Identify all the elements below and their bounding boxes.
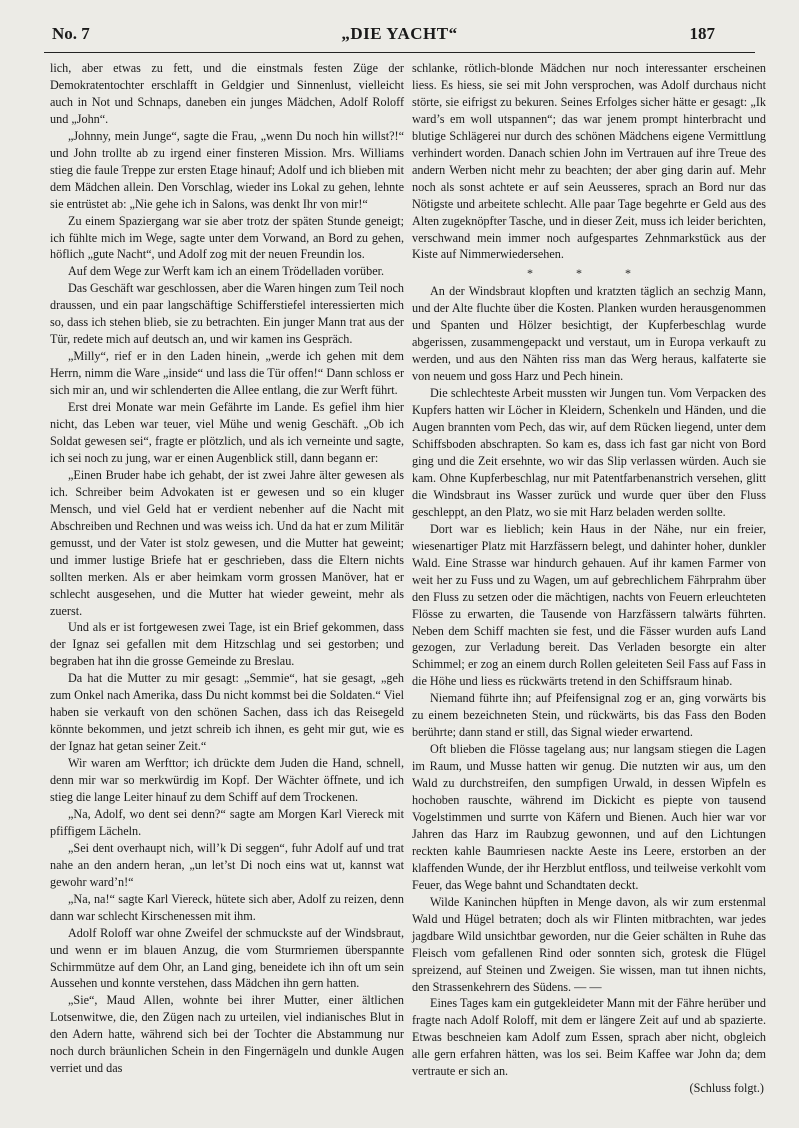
issue-number: No. 7 <box>52 24 90 43</box>
paragraph: „Sie“, Maud Allen, wohnte bei ihrer Mutter, einer ältlichen Lotsenwitwe, die, den Zügen nach zu urteilen, viel indianisches Blut in den Adern hatte, während sich bei der Tochter die Abstammung nur noch durch bräunlichen Schein in den Fingernägeln und dunkle Augen verriet und das <box>50 993 404 1076</box>
paragraph: Dort war es lieblich; kein Haus in der Nähe, nur ein freier, wiesenartiger Platz mit Harzfässern belegt, und dahinter hoher, dunkler Wald. Eine Strasse war hindurch gehauen. Auf ihr kamen Farmer von weit her zu Fuss und zu Wagen, um auf gebrechlichem Fährprahm über den Fluss zu setzen oder die mächtigen, nachts von Feuern erleuchteten Flösse zu erwarten, die Tausende von Harzfässern talwärts führten. Neben dem Schiff machten sie fest, und die Fässer wurden aufs Land gezogen, zur Verladung bereit. Das Verladen besorgte ein alter Schimmel; er zog an einem durch Rollen geleiteten Seil Fass auf Fass in die Höhe und liess es rückwärts tretend in den Schiffsraum hinab. <box>412 521 766 689</box>
paragraph: Das Geschäft war geschlossen, aber die Waren hingen zum Teil noch draussen, und ein paar langschäftige Schifferstiefel interessierten mich so, dass ich stehen blieb, sie zu betrachten. Ein junger Mann trat aus der Tür, redete mich auf deutsch an, und wir kamen ins Gespräch. <box>50 281 404 347</box>
paragraph: Auf dem Wege zur Werft kam ich an einem Trödelladen vorüber. <box>68 264 385 279</box>
paragraph: „Einen Bruder habe ich gehabt, der ist zwei Jahre älter gewesen als ich. Schreiber beim Advokaten ist er gewesen und so ein kluger Mensch, und viel Geld hat er verdient nebenher auf die Nacht mit Abschreiben und Rechnen und was weiss ich. Und da hat er zum Militär gemusst, und der Vater ist stolz gewesen, und die Mutter hat geweint; und immer lustige Briefe hat er geschrieben, dass die Eltern nichts sollten merken. Als er aber heimkam vorm grossen Manöver, hat er schlecht ausgesehen, und die Mutter hat wieder geweint, mehr als zuerst. <box>50 467 404 618</box>
magazine-title: „DIE YACHT“ <box>341 24 458 43</box>
right-column <box>412 60 766 1097</box>
paragraph: Oft blieben die Flösse tagelang aus; nur langsam stiegen die Lagen im Raum, und Musse hatten wir genug. Die nutzten wir aus, um den Wald zu durchstreifen, den sumpfigen Urwald, in dessen Wipfeln es hochoben rauschte, während im Dickicht es piepte von tausend Vogelstimmen und surrte von Käfern und Bienen. Auch hier war vor Jahren das Harz im Raubzug gewonnen, und auf den Lichtungen reckten kahle Baumriesen nackte Aeste ins Leere, erstorben an der klaffenden Wunde, der ihr Herzblut entfloss, und teilweise verkohlt vom Feuer, das Wege bahnt und Schandtaten deckt. <box>412 742 766 892</box>
paragraph: „Na, na!“ sagte Karl Viereck, hütete sich aber, Adolf zu reizen, denn dann war schlecht Kirschenessen mit ihm. <box>50 891 404 923</box>
section-divider-stars: * * * <box>527 266 651 281</box>
left-column <box>50 60 404 1077</box>
paragraph: Zu einem Spaziergang war sie aber trotz der späten Stunde geneigt; ich fühlte mich im Wege, sagte unter dem Vorwand, an Bord zu gehen, höflich „gute Nacht“, und Adolf zog mit der neuen Freundin los. <box>50 213 404 262</box>
paragraph: lich, aber etwas zu fett, und die einstmals festen Züge der Demokratentochter erschlafft in Geldgier und Sinnenlust, vielleicht auch in Not und Schnaps, daneben ein junges Mädchen, Adolf Roloff und „John“. <box>50 61 404 126</box>
header-rule <box>44 52 755 53</box>
paragraph: Adolf Roloff war ohne Zweifel der schmuckste auf der Windsbraut, und wenn er im blauen Anzug, die vom Sturmriemen überspannte Schirmmütze auf dem Ohr, an Land ging, beneidete ich ihn oft um sein Aussehen und konnte verstehen, dass Mädchen ihn gern hatten. <box>50 925 404 991</box>
to-be-continued-note: (Schluss folgt.) <box>689 1081 764 1096</box>
paragraph: „Sei dent overhaupt nich, will’k Di seggen“, fuhr Adolf auf und trat nahe an den andern heran, „un let’st Di noch eins wat ut, kannst wat gewohr ward’n!“ <box>50 840 404 889</box>
paragraph: Und als er ist fortgewesen zwei Tage, ist ein Brief gekommen, dass der Ignaz sei gefallen mit dem Hitzschlag und sei gestorben; und begraben hat ihn die grosse Gemeinde zu Breslau. <box>50 620 404 669</box>
paragraph: Wilde Kaninchen hüpften in Menge davon, als wir zum erstenmal Wald und Hügel betraten; doch als wir Flinten mitbrachten, war jedes jagdbare Wild unsichtbar geworden, nur die Geier schälten in Ruhe das Fleisch vom gefallenen Rind oder sonnten sich, grotesk die Flügel spreizend, auf Steinen und Zweigen. Sie wissen, man tut ihnen nichts, den Strassenkehrern des Südens. — — <box>412 894 766 994</box>
paragraph: Niemand führte ihn; auf Pfeifensignal zog er an, ging vorwärts bis zu einem bezeichneten Stein, und rückwärts, bis das Fass den Boden berührte; dann stand er still, das Signal wieder erwartend. <box>412 691 766 740</box>
paragraph: „Johnny, mein Junge“, sagte die Frau, „wenn Du noch hin willst?!“ und John trollte ab zu irgend einer finsteren Mission. Mrs. Williams stieg die faule Treppe zur ersten Etage hinauf; Adolf und ich blieben mit dem Mädchen allein. Den Vorschlag, wieder ins Lokal zu gehen, lehnte sie entrüstet ab: „Nie gehe ich in Salons, was denkt Ihr von mir!“ <box>50 128 404 211</box>
paragraph: Erst drei Monate war mein Gefährte im Lande. Es gefiel ihm hier nicht, das Leben war teuer, viel Mühe und wenig Geschäft. „Ob ich Soldat gewesen sei“, fragte er plötzlich, und als ich verneinte und sagte, ich sei noch zu jung, war er einen Augenblick still, dann begann er: <box>50 400 404 465</box>
paragraph: schlanke, rötlich-blonde Mädchen nur noch interessanter erscheinen liess. Es hiess, sie sei mit John versprochen, was Adolf durchaus nicht störte, sie eifrigst zu bekuren. Seines Erfolges sicher hätte er gesagt: „Ik ward’s em woll utspannen“; das war jenem prompt hinterbracht und blutige Schlägerei nur durch des schönen Mädchens eigene Vermittlung verhindert worden. Danach schien John im Vertrauen auf ihre Treue des andern Werben nicht mehr zu beachten; der aber ging darin auf. Mehr noch als sonst achtete er auf sein Aeusseres, sprach an Bord nur das Nötigste und arbeitete schlecht. Alle paar Tage begehrte er Geld aus des Alten zugeknöpfter Tasche, und in dieser Zeit, muss ich leider berichten, verschwand mein immer noch aufgespartes Zehnmarkstück aus der Kiste auf Nimmerwiedersehen. <box>412 61 766 262</box>
paragraph: Wir waren am Werfttor; ich drückte dem Juden die Hand, schnell, denn mir war so merkwürdig im Kopf. Der Wächter öffnete, und ich stieg die lange Leiter hinauf zu dem Schiff auf dem Trockenen. <box>50 756 404 804</box>
paragraph: Die schlechteste Arbeit mussten wir Jungen tun. Vom Verpacken des Kupfers hatten wir Löcher in Kleidern, Schenkeln und Händen, und die Augen brannten vom Pech, das wir, auf dem Rücken liegend, unter dem Schiffsboden abschrapten. So kam es, dass ich fast gar nicht von Bord ging und die Zeit ersehnte, wo wir das Slip verlassen würden. Auch sie kam. Ohne Kupferbeschlag, nur mit Patentfarbenanstrich versehen, glitt die Windsbraut ins Wasser zurück und wurde quer über den Fluss geschleppt, an den Platz, wo sie mit Harz beladen werden sollte. <box>412 386 766 519</box>
paragraph: „Milly“, rief er in den Laden hinein, „werde ich gehen mit dem Herrn, nimm die Ware „inside“ und lass die Tür offen!“ Dann schloss er sich mir an, und wir schlenderten die Allee entlang, die zur Werft führt. <box>50 349 404 398</box>
page-number: 187 <box>689 24 715 43</box>
page-header <box>44 22 755 50</box>
paragraph: „Na, Adolf, wo dent sei denn?“ sagte am Morgen Karl Viereck mit pfiffigem Lächeln. <box>50 806 404 838</box>
paragraph: An der Windsbraut klopften und kratzten täglich an sechzig Mann, und der Alte fluchte über die Kosten. Planken wurden herausgenommen und Spanten und Hölzer besichtigt, der Kupferbeschlag wurde abgerissen, zusammengepackt und verstaut, um in Europa verkauft zu werden, und aus den Nähten riss man das Werg heraus, kalfaterte sie von neuem und goss Harz und Pech hinein. <box>412 284 766 384</box>
paragraph: Eines Tages kam ein gutgekleideter Mann mit der Fähre herüber und fragte nach Adolf Roloff, mit dem er längere Zeit auf und ab spazierte. Etwas beschneien kam Adolf zum Essen, sprach aber nicht, obgleich alle gern erfahren hätten, was los sei. Beim Kaffee war John da; dem vertraute er sich an. <box>412 996 766 1079</box>
paragraph: Da hat die Mutter zu mir gesagt: „Semmie“, hat sie gesagt, „geh zum Onkel nach Amerika, dass Du nicht kommst bei die Soldaten.“ Viel haben sie verkauft von den schönen Sachen, dass ich das Reisegeld könnte bekommen, und jetzt schreib ich ihnen, es geht mir gut, wie es der Ignaz hat getan seiner Zeit.“ <box>50 671 404 754</box>
